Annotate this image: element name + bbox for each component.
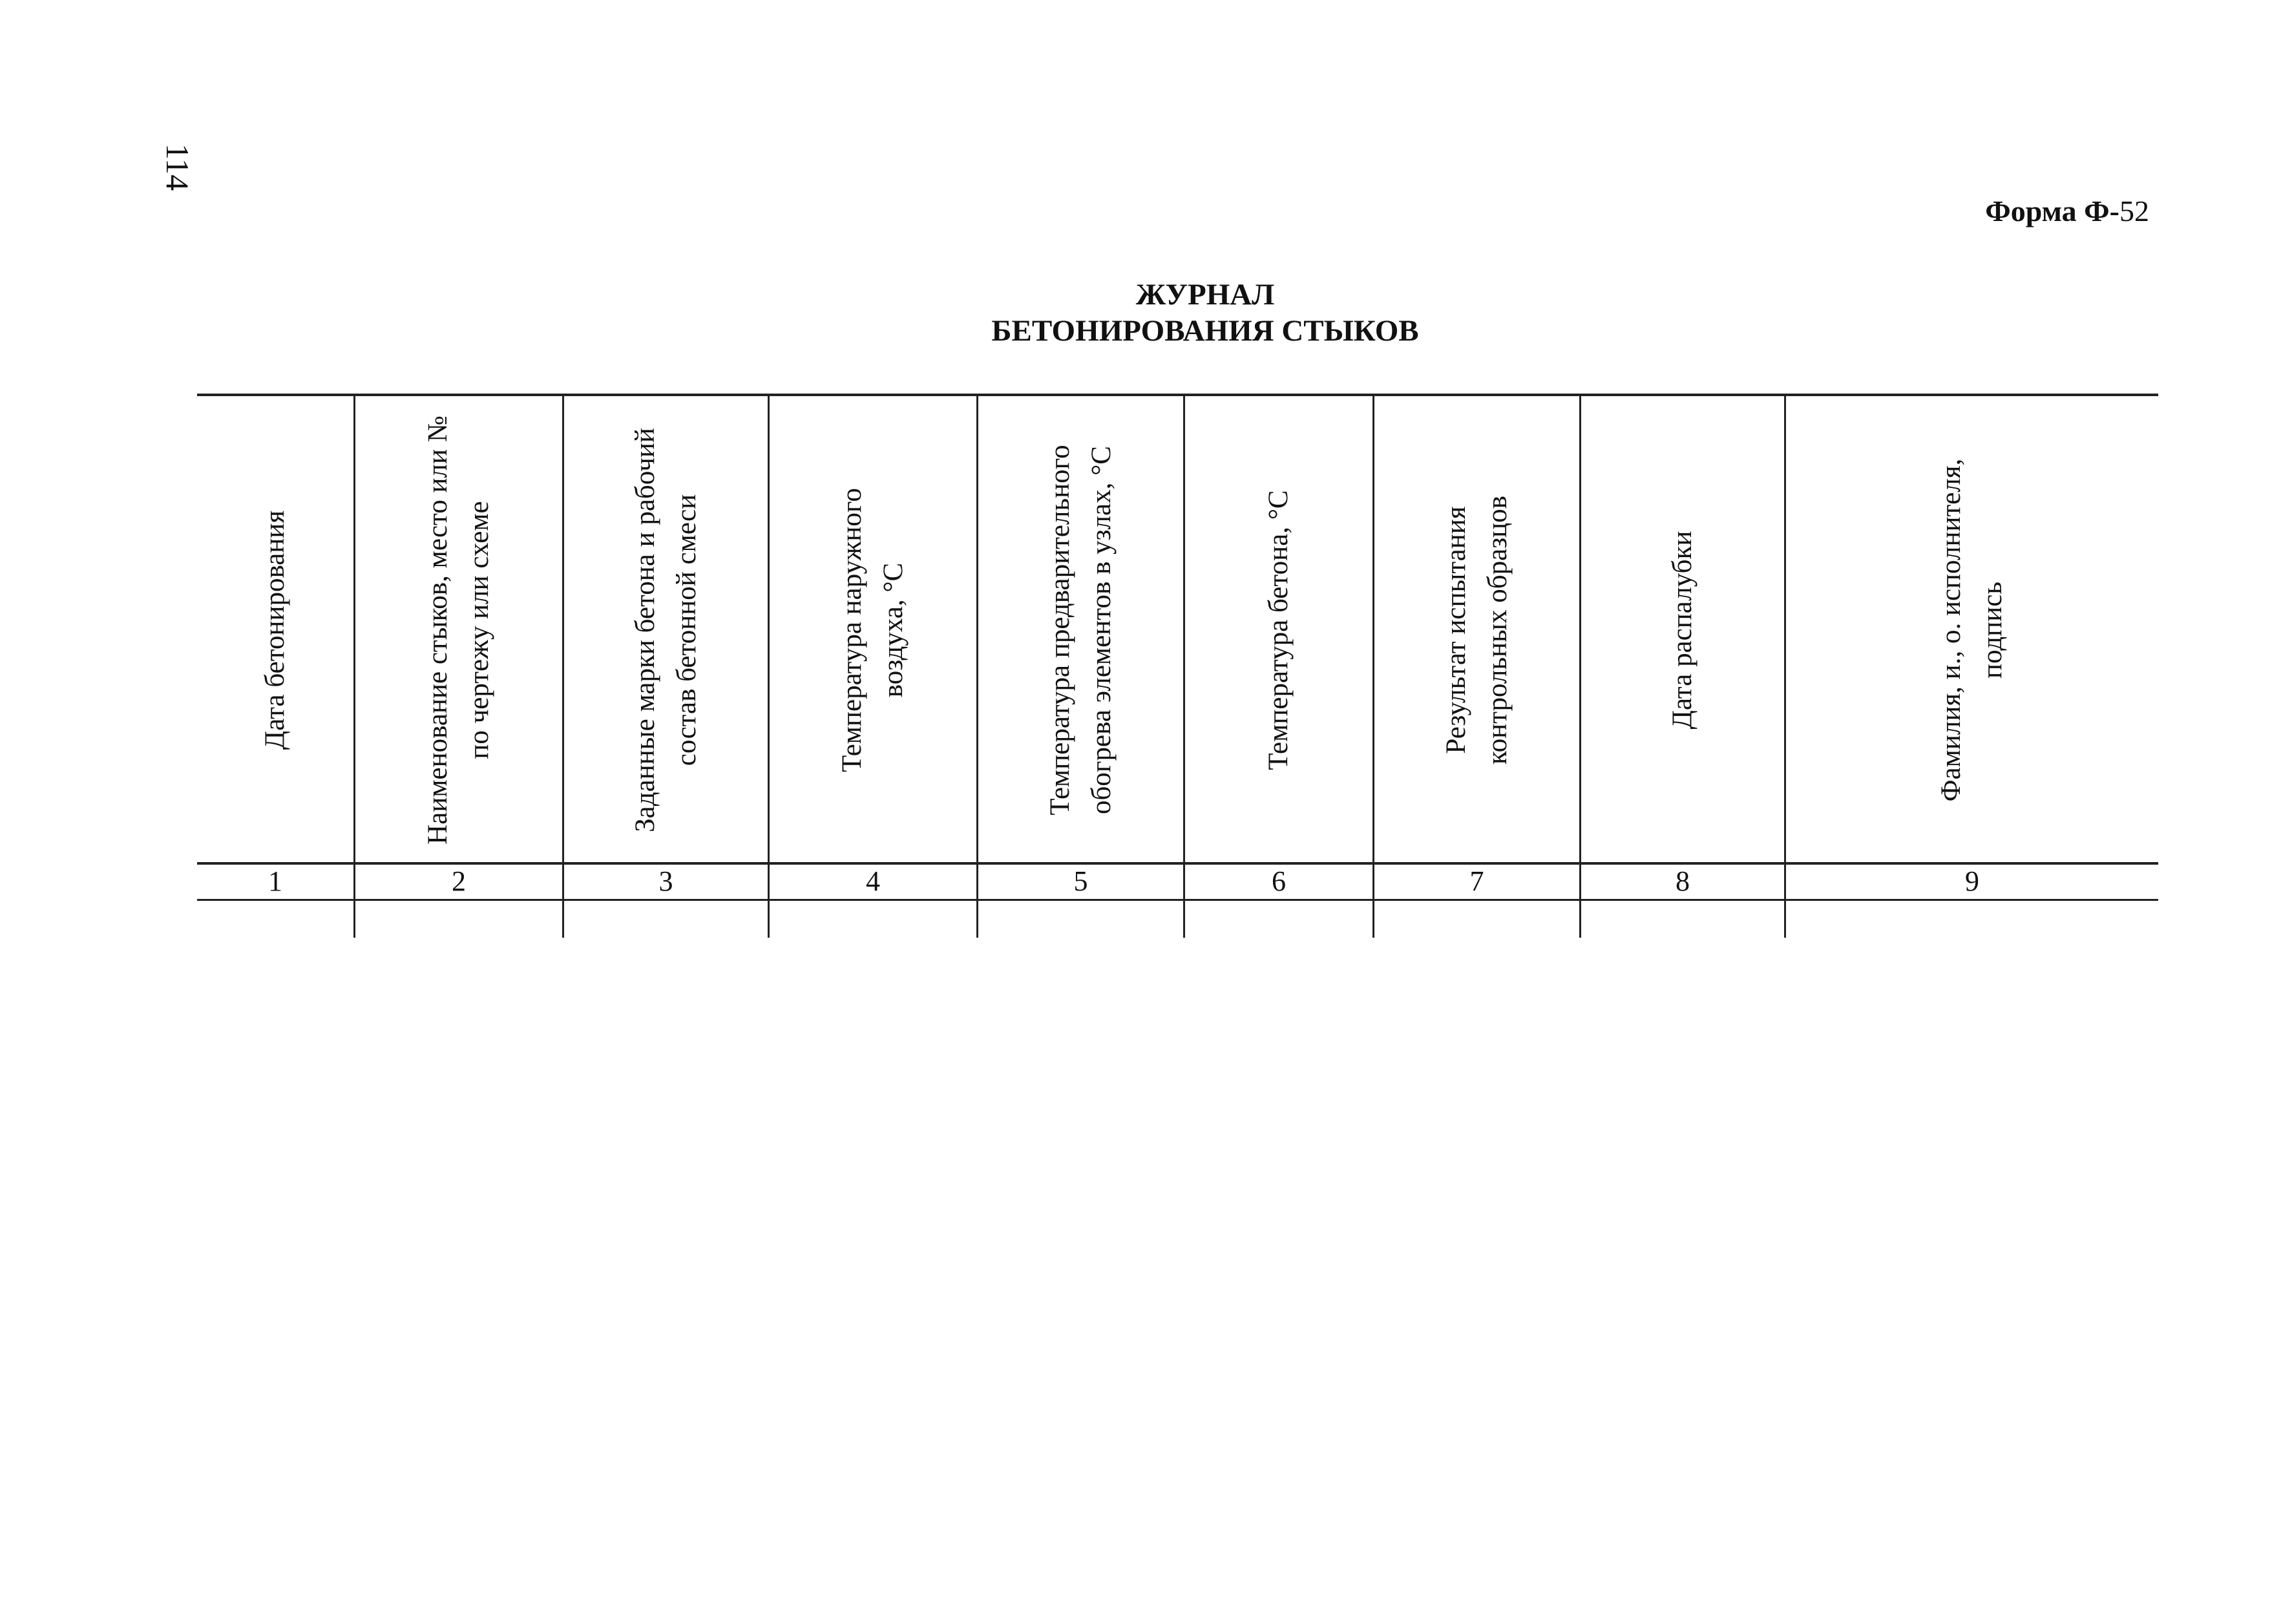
- form-number: 52: [2119, 195, 2149, 227]
- column-header-label: Наименование стыков, место или № по чертежу или схеме: [423, 416, 494, 845]
- column-header-label: Дата распалубки: [1667, 531, 1698, 730]
- column-number-7: 7: [1469, 865, 1484, 897]
- form-label-text: Форма Ф-: [1985, 195, 2119, 227]
- column-header-8: [1581, 397, 1784, 863]
- column-header-5: [978, 397, 1183, 863]
- form-label: [1985, 194, 2149, 228]
- column-header-3: [564, 397, 768, 863]
- column-header-label: Фамилия, и., о. исполнителя, подпись: [1936, 458, 2008, 802]
- column-number-2: 2: [452, 865, 466, 897]
- column-header-4: [770, 397, 976, 863]
- column-header-1: [197, 397, 353, 863]
- column-number-9: 9: [1965, 865, 1979, 897]
- column-number-6: 6: [1272, 865, 1286, 897]
- column-number-8: 8: [1676, 865, 1690, 897]
- empty-data-row: [197, 901, 2158, 938]
- column-header-label: Результат испытания контрольных образцов: [1440, 496, 1513, 765]
- column-number-3: 3: [658, 865, 673, 897]
- document-title-line-2: БЕТОНИРОВАНИЯ СТЫКОВ: [991, 314, 1419, 348]
- column-header-label: Заданные марки бетона и рабочий состав бетонной смеси: [629, 428, 702, 832]
- document-title-line-1: ЖУРНАЛ: [1135, 278, 1275, 311]
- page-number: 114: [160, 143, 196, 191]
- column-header-9: [1786, 397, 2158, 863]
- column-header-label: Температура наружного воздуха, °С: [837, 488, 909, 772]
- column-header-label: Температура предварительного обогрева элементов в узлах, °С: [1044, 445, 1117, 816]
- column-header-2: [355, 397, 562, 863]
- column-header-6: [1185, 397, 1372, 863]
- column-header-label: Дата бетонирования: [260, 510, 290, 750]
- column-header-label: Температура бетона, °С: [1263, 490, 1294, 770]
- column-number-5: 5: [1073, 865, 1088, 897]
- column-number-1: 1: [268, 865, 282, 897]
- column-number-4: 4: [866, 865, 880, 897]
- table-top-rule: [197, 394, 2158, 396]
- column-header-7: [1374, 397, 1579, 863]
